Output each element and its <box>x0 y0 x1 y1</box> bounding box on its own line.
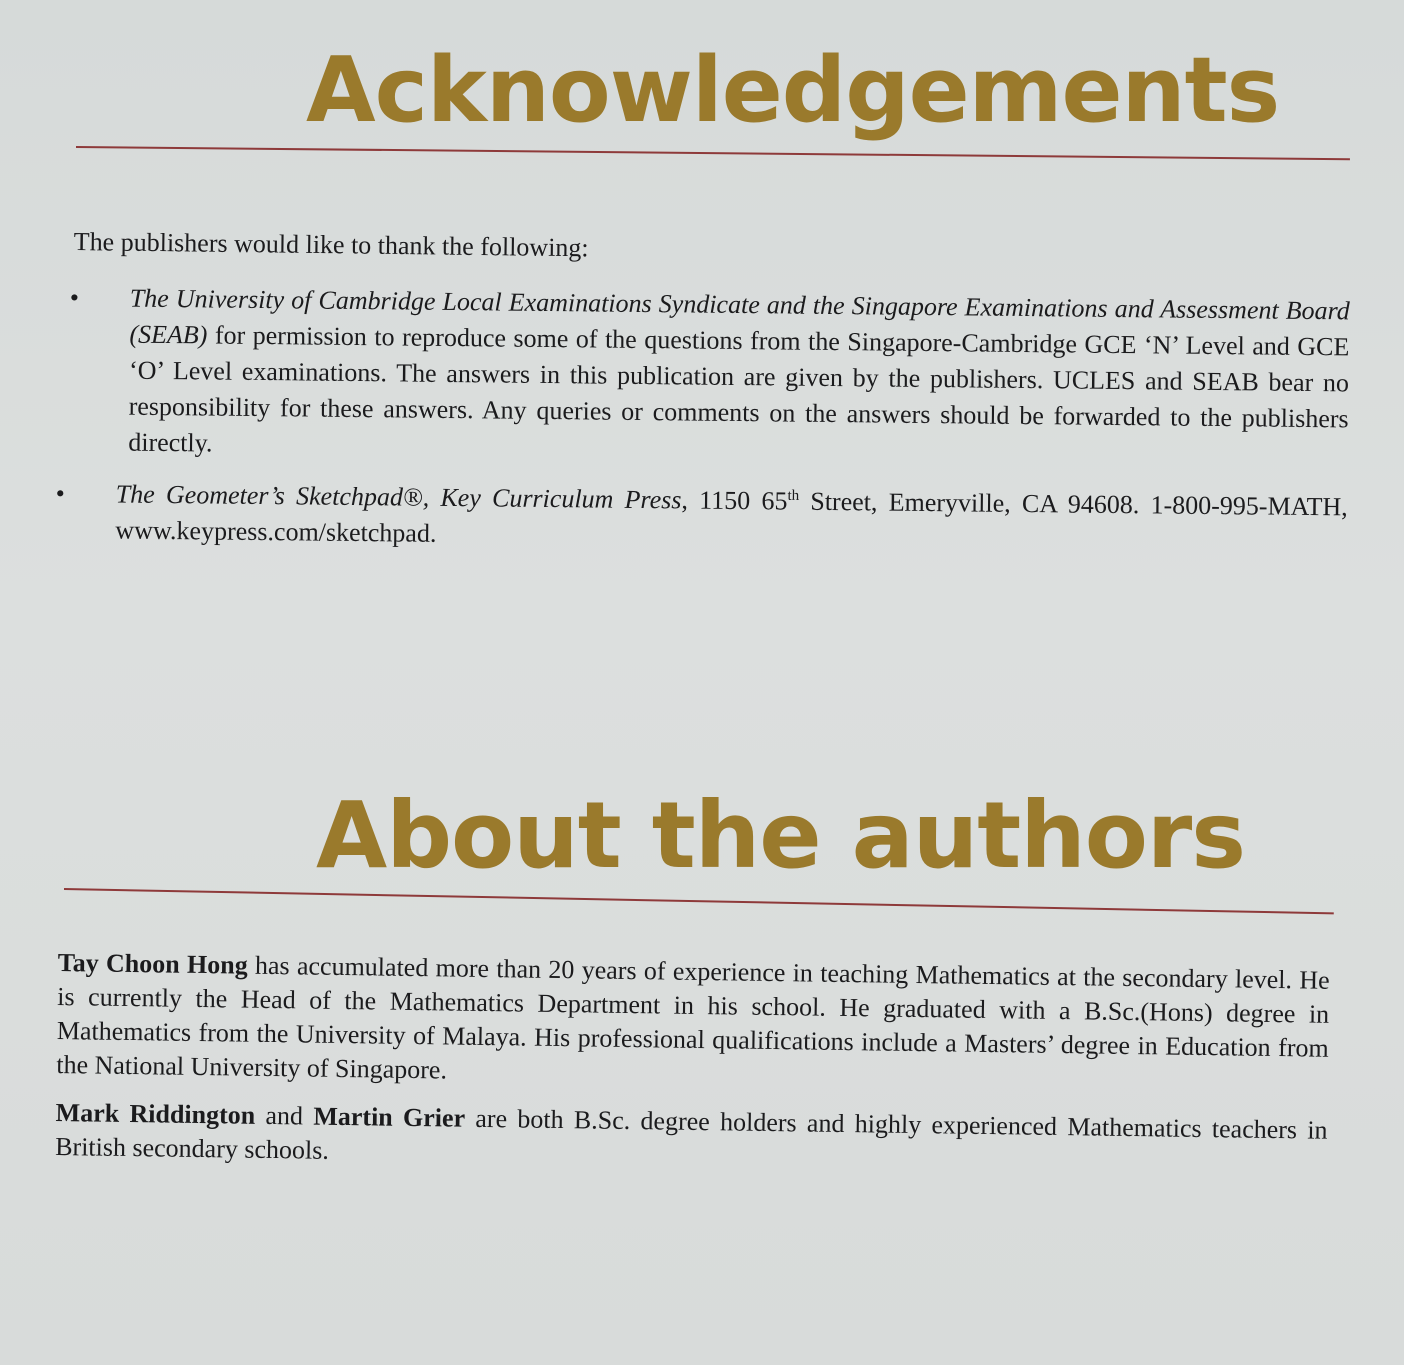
author-paragraph <box>56 946 1330 1100</box>
about-authors-body <box>55 946 1330 1196</box>
acknowledgement-text: , 1150 65 <box>681 485 788 516</box>
ordinal-suffix: th <box>787 487 800 504</box>
author-name: Tay Choon Hong <box>57 947 248 980</box>
author-name: Martin Grier <box>313 1101 466 1133</box>
about-authors-heading: About the authors <box>316 782 1246 889</box>
acknowledgements-list <box>55 280 1350 577</box>
author-connector: and <box>255 1100 314 1131</box>
author-paragraph <box>55 1096 1328 1182</box>
author-bio: are both B.Sc. degree holders and highly experienced Mathematics teachers in British secondary schools. <box>54 1103 1328 1165</box>
acknowledgements-intro: The publishers would like to thank the following: <box>73 226 589 263</box>
acknowledgement-organisation: The Geometer’s Sketchpad®, Key Curriculum Press <box>115 479 682 515</box>
acknowledgement-item <box>55 476 1348 561</box>
acknowledgements-heading: Acknowledgements <box>306 38 1280 143</box>
acknowledgements-rule <box>76 146 1350 160</box>
author-name: Mark Riddington <box>55 1097 256 1130</box>
acknowledgement-item <box>68 280 1350 473</box>
acknowledgement-organisation: The University of Cambridge Local Examinations Syndicate and the Singapore Examinations and Assessment Board (SEAB) <box>129 283 1350 350</box>
bullet-icon: • <box>69 282 80 313</box>
acknowledgement-text-continued: Street, Emeryville, CA 94608. 1-800-995-MATH, www.keypress.com/sketchpad. <box>115 486 1348 548</box>
author-bio: has accumulated more than 20 years of experience in teaching Mathematics at the secondary level. He is currently the Head of the Mathematics Department in his school. He graduated with a B.Sc.(Hons) degree in Mathematics from the University of Malaya. His professional qualifications include a Masters’ degree in Education from the National University of Singapore. <box>56 950 1330 1085</box>
acknowledgement-text: for permission to reproduce some of the questions from the Singapore-Cambridge GCE ‘N’ Level and GCE ‘O’ Level examinations. The answers in this publication are given by the publishers. UCLES and SEAB bear no responsibility for these answers. Any queries or comments on the answers should be forwarded to the publishers directly. <box>128 320 1350 458</box>
bullet-icon: • <box>55 478 66 508</box>
